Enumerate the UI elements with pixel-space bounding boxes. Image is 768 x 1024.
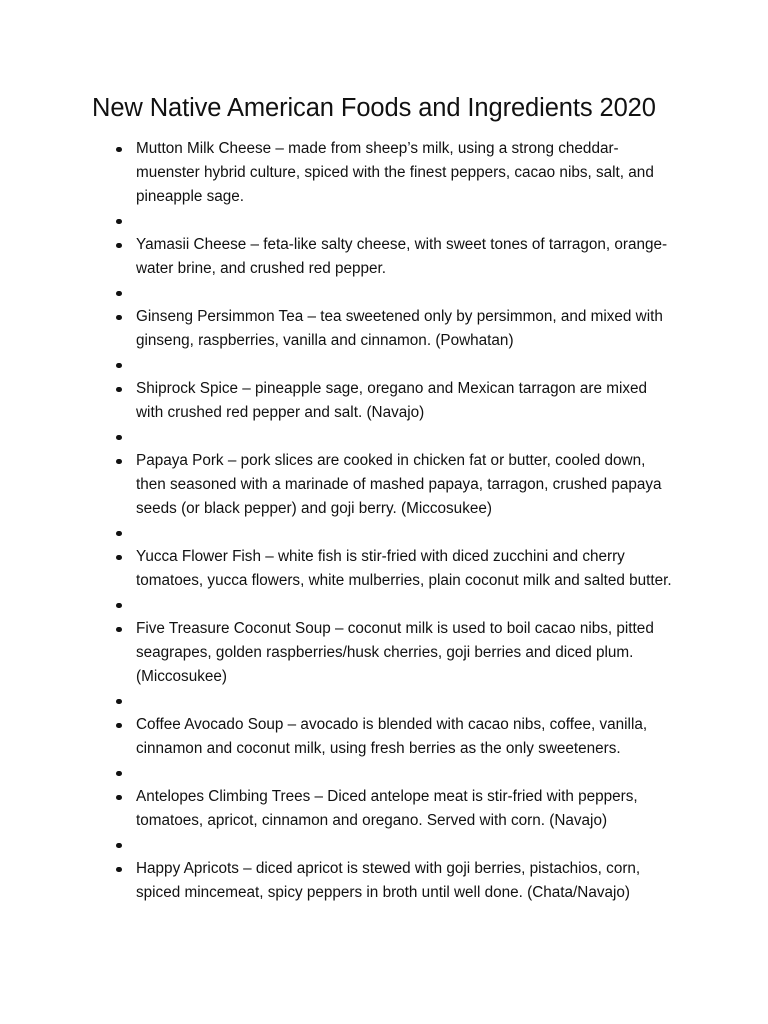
food-list bbox=[0, 137, 768, 905]
list-item bbox=[0, 617, 768, 689]
list-item bbox=[0, 137, 768, 209]
bullet-icon bbox=[116, 699, 122, 705]
list-item-text: Five Treasure Coconut Soup – coconut milk is used to boil cacao nibs, pitted seagrapes, golden raspberries/husk cherries, goji berries and diced plum. (Miccosukee) bbox=[136, 620, 654, 685]
bullet-icon bbox=[116, 531, 122, 537]
list-item-text: Shiprock Spice – pineapple sage, oregano and Mexican tarragon are mixed with crushed red pepper and salt. (Navajo) bbox=[136, 380, 648, 421]
empty-list-item bbox=[0, 833, 768, 857]
empty-list-item bbox=[0, 209, 768, 233]
list-item-text: Happy Apricots – diced apricot is stewed with goji berries, pistachios, corn, spiced mincemeat, spicy peppers in broth until well done. (Chata/Navajo) bbox=[136, 860, 641, 901]
bullet-icon bbox=[116, 243, 122, 249]
empty-list-item bbox=[0, 353, 768, 377]
bullet-icon bbox=[116, 723, 122, 729]
list-item-text: Mutton Milk Cheese – made from sheep’s milk, using a strong cheddar-muenster hybrid culture, spiced with the finest peppers, cacao nibs, salt, and pineapple sage. bbox=[136, 140, 654, 205]
list-item-text: Yamasii Cheese – feta-like salty cheese, with sweet tones of tarragon, orange-water brine, and crushed red pepper. bbox=[136, 236, 668, 277]
list-item-text: Papaya Pork – pork slices are cooked in chicken fat or butter, cooled down, then seasoned with a marinade of mashed papaya, tarragon, crushed papaya seeds (or black pepper) and goji berry. (Miccosukee) bbox=[136, 452, 662, 517]
list-item bbox=[0, 449, 768, 521]
list-item-text: Coffee Avocado Soup – avocado is blended with cacao nibs, coffee, vanilla, cinnamon and coconut milk, using fresh berries as the only sweeteners. bbox=[136, 716, 648, 757]
bullet-icon bbox=[116, 315, 122, 321]
bullet-icon bbox=[116, 795, 122, 801]
bullet-icon bbox=[116, 459, 122, 465]
bullet-icon bbox=[116, 291, 122, 297]
bullet-icon bbox=[116, 627, 122, 633]
document-title: New Native American Foods and Ingredients 2020 bbox=[92, 94, 656, 122]
empty-list-item bbox=[0, 593, 768, 617]
list-item bbox=[0, 857, 768, 905]
list-item bbox=[0, 785, 768, 833]
list-item-text: Yucca Flower Fish – white fish is stir-fried with diced zucchini and cherry tomatoes, yucca flowers, white mulberries, plain coconut milk and salted butter. bbox=[136, 548, 672, 589]
empty-list-item bbox=[0, 521, 768, 545]
empty-list-item bbox=[0, 425, 768, 449]
list-item bbox=[0, 377, 768, 425]
bullet-icon bbox=[116, 363, 122, 369]
list-item bbox=[0, 713, 768, 761]
bullet-icon bbox=[116, 435, 122, 441]
empty-list-item bbox=[0, 761, 768, 785]
list-item bbox=[0, 233, 768, 281]
bullet-icon bbox=[116, 771, 122, 777]
bullet-icon bbox=[116, 147, 122, 153]
empty-list-item bbox=[0, 689, 768, 713]
list-item bbox=[0, 545, 768, 593]
bullet-icon bbox=[116, 555, 122, 561]
empty-list-item bbox=[0, 281, 768, 305]
bullet-icon bbox=[116, 867, 122, 873]
list-item bbox=[0, 305, 768, 353]
bullet-icon bbox=[116, 387, 122, 393]
bullet-icon bbox=[116, 219, 122, 225]
bullet-icon bbox=[116, 603, 122, 609]
bullet-icon bbox=[116, 843, 122, 849]
list-item-text: Ginseng Persimmon Tea – tea sweetened only by persimmon, and mixed with ginseng, raspberries, vanilla and cinnamon. (Powhatan) bbox=[136, 308, 663, 349]
list-item-text: Antelopes Climbing Trees – Diced antelope meat is stir-fried with peppers, tomatoes, apricot, cinnamon and oregano. Served with corn. (Navajo) bbox=[136, 788, 638, 829]
